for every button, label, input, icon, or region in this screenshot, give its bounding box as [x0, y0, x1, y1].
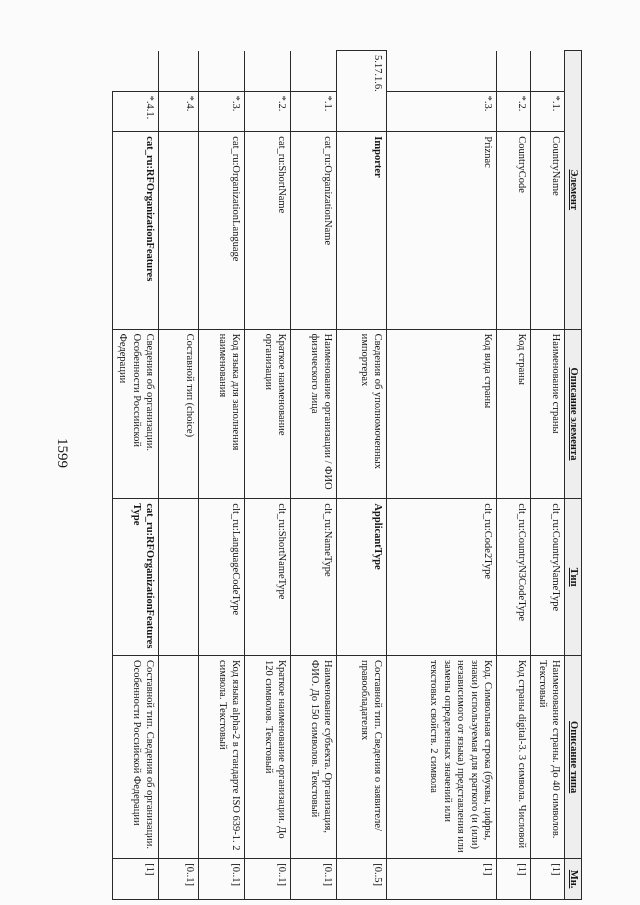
indent-cell: [387, 51, 497, 92]
row-type-desc: Код языка alpha-2 в стандарте ISO 639-1. 2 символа. Текстовый: [199, 656, 245, 859]
row-element: CountryName: [531, 132, 565, 329]
row-element: cat_ru:OrganizationName: [291, 132, 337, 329]
table-row: [159, 51, 199, 900]
row-element-desc: Краткое наименование организации: [245, 329, 291, 499]
row-type-desc: Наименование страны. До 40 символов. Текстовый: [531, 656, 565, 859]
row-num: *.4.: [159, 91, 199, 132]
indent-cell: [159, 51, 199, 92]
table-row: [531, 51, 565, 900]
row-mn: [0..1]: [159, 859, 199, 900]
row-element: [159, 132, 199, 329]
row-element-desc: Код вида страны: [387, 329, 497, 499]
row-element: cat_ru:OrganizationLanguage: [199, 132, 245, 329]
row-element: Priznac: [387, 132, 497, 329]
row-element-desc: Сведения об организации. Особенности Российской Федерации: [113, 329, 159, 499]
table-row: [497, 51, 531, 900]
row-num: *.3.: [387, 91, 497, 132]
header-type: Тип: [565, 499, 582, 656]
row-mn: [1]: [497, 859, 531, 900]
row-element-desc: Составной тип (choice): [159, 329, 199, 499]
row-element-desc: Наименование страны: [531, 329, 565, 499]
row-element-desc: Сведения об уполномоченных импортерах: [337, 329, 387, 499]
row-type: clt_ru:LanguageCodeType: [199, 499, 245, 656]
header-element: Элемент: [565, 51, 582, 330]
row-element: Importer: [337, 132, 387, 329]
row-element-desc: Наименование организации / ФИО физического лица: [291, 329, 337, 499]
table-row: [113, 51, 159, 900]
row-num: *.2.: [245, 91, 291, 132]
indent-cell: [497, 51, 531, 92]
row-type: [159, 499, 199, 656]
row-element-desc: Код языка для заполнения наименования: [199, 329, 245, 499]
row-mn: [0..5]: [337, 859, 387, 900]
table-row: [245, 51, 291, 900]
row-mn: [1]: [531, 859, 565, 900]
indent-cell: [531, 51, 565, 92]
indent-cell: [113, 51, 159, 92]
row-type: cat_ru:RFOrganizationFeaturesType: [113, 499, 159, 656]
row-type-desc: Наименование субъекта. Организация, ФИО. До 150 символов. Текстовый: [291, 656, 337, 859]
table-header-row: [565, 51, 582, 900]
row-element: cat_ru:RFOrganizationFeatures: [113, 132, 159, 329]
row-mn: [1]: [113, 859, 159, 900]
indent-cell: [245, 51, 291, 92]
row-type-desc: Составной тип. Сведения об организации. Особенности Российской Федерации: [113, 656, 159, 859]
page-number: 1599: [54, 438, 70, 468]
row-type-desc: Составной тип. Сведения о заявителе/правообладателях: [337, 656, 387, 859]
header-type-desc: Описание типа: [565, 656, 582, 859]
row-type: clt_ru:CountryNameType: [531, 499, 565, 656]
row-element: CountryCode: [497, 132, 531, 329]
row-mn: [0..1]: [291, 859, 337, 900]
row-type-desc: Код страны digital-3. 3 символа. Числовой: [497, 656, 531, 859]
row-num: *.2.: [497, 91, 531, 132]
row-mn: [0..1]: [199, 859, 245, 900]
elements-table: [112, 50, 582, 900]
row-num: *.4.1.: [113, 91, 159, 132]
indent-cell: [199, 51, 245, 92]
table-row-section: [337, 51, 387, 900]
table-row: [291, 51, 337, 900]
row-type: clt_ru:ShortNameType: [245, 499, 291, 656]
header-element-desc: Описание элемента: [565, 329, 582, 499]
row-type: ApplicantType: [337, 499, 387, 656]
indent-cell: [291, 51, 337, 92]
row-num: *.1.: [531, 91, 565, 132]
row-type: clt_ru:NameType: [291, 499, 337, 656]
row-num: *.3.: [199, 91, 245, 132]
section-num: 5.17.1.6.: [337, 51, 387, 132]
row-num: *.1.: [291, 91, 337, 132]
row-element-desc: Код страны: [497, 329, 531, 499]
header-mn: Мн.: [565, 859, 582, 900]
row-mn: [0..1]: [245, 859, 291, 900]
table-row: [387, 51, 497, 900]
row-type: clt_ru:Code2Type: [387, 499, 497, 656]
page-number-wrap: [52, 438, 72, 472]
table-row: [199, 51, 245, 900]
row-element: cat_ru:ShortName: [245, 132, 291, 329]
row-type-desc: Краткое наименование организации. До 120 символов. Текстовый: [245, 656, 291, 859]
row-mn: [1]: [387, 859, 497, 900]
row-type-desc: Код. Символьная строка (буквы, цифры, знаки) используемая для краткого (и (или) независимого от языка) представления или замены определенных значений или текстовых свойств. 2 символа: [387, 656, 497, 859]
rotated-table-container: [87, 50, 582, 900]
row-type: clt_ru:CountryN3CodeType: [497, 499, 531, 656]
row-type-desc: [159, 656, 199, 859]
